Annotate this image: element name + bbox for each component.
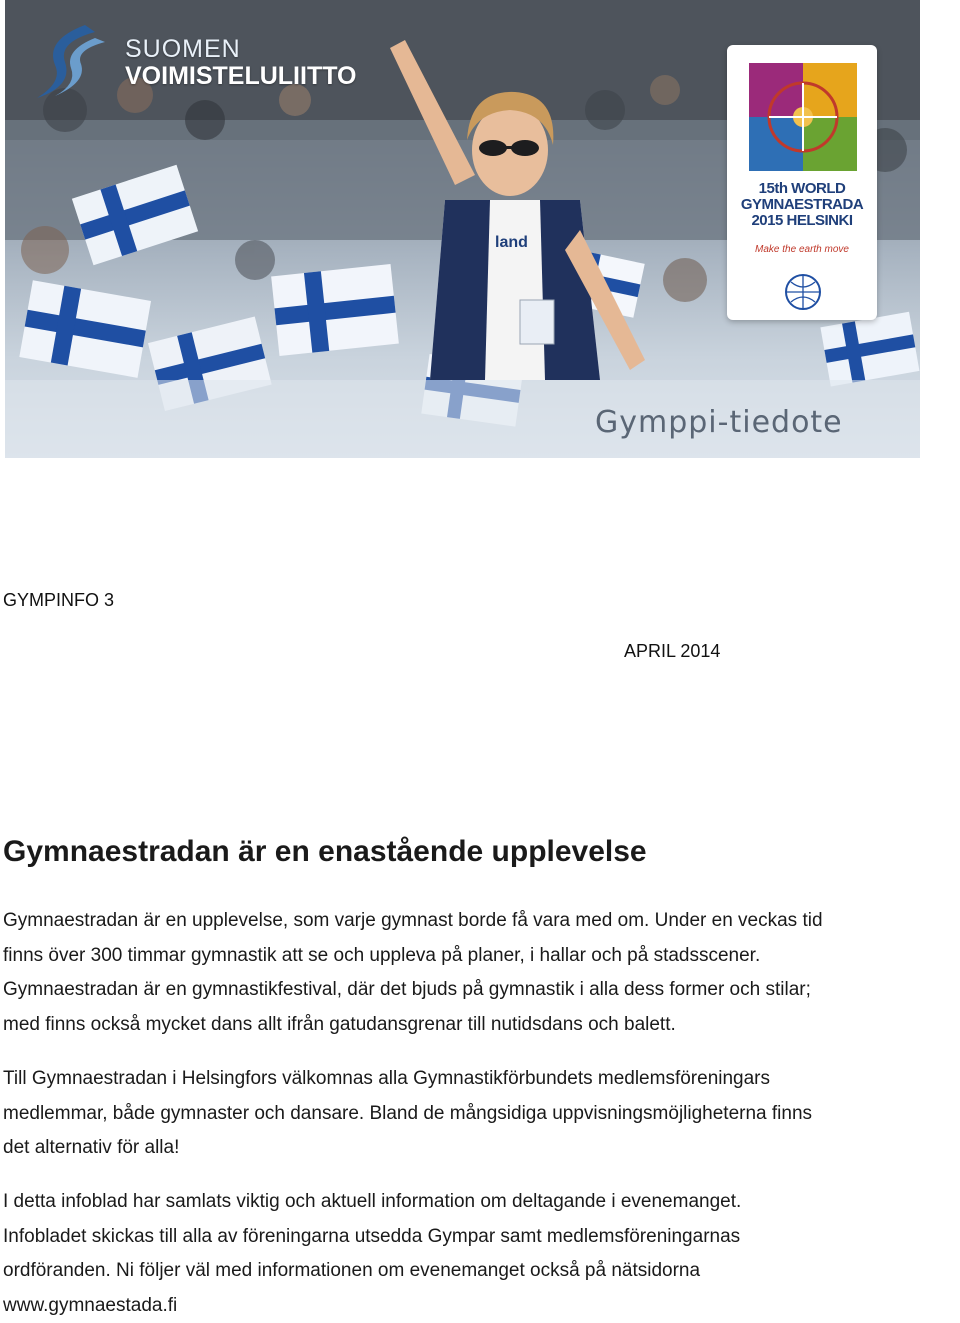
page-title: Gymnaestradan är en enastående upplevelse <box>3 835 647 869</box>
event-title <box>727 181 877 229</box>
org-name <box>125 36 356 90</box>
banner-caption: Gymppi-tiedote <box>595 405 843 440</box>
org-name-line1: SUOMEN <box>125 36 356 62</box>
event-logo-card <box>727 45 877 320</box>
paragraph-line: ordföranden. Ni följer väl med informationen om evenemanget också på nätsidorna <box>3 1254 958 1289</box>
finland-flag-icon <box>271 264 399 356</box>
event-title-line2: GYMNAESTRADA <box>727 197 877 213</box>
paragraph-line: det alternativ för alla! <box>3 1131 958 1166</box>
paragraph-1 <box>3 904 958 1042</box>
document-date: APRIL 2014 <box>624 641 720 662</box>
jacket-text: land <box>495 234 528 251</box>
finland-flag-icon <box>19 280 151 378</box>
document-id: GYMPINFO 3 <box>3 590 114 611</box>
finland-flag-icon <box>820 312 919 387</box>
paragraph-line: Gymnaestradan är en gymnastikfestival, där det bjuds på gymnastik i alla dess former och stilar; <box>3 973 958 1008</box>
event-tagline: Make the earth move <box>727 244 877 255</box>
paragraph-line: medlemmar, både gymnaster och dansare. Bland de mångsidiga uppvisningsmöjligheterna finns <box>3 1097 958 1132</box>
org-name-line2: VOIMISTELULIITTO <box>125 62 356 90</box>
paragraph-line: finns över 300 timmar gymnastik att se och uppleva på planer, i hallar och på stadsscener. <box>3 939 958 974</box>
paragraph-line: I detta infoblad har samlats viktig och aktuell information om deltagande i evenemanget. <box>3 1185 958 1220</box>
paragraph-line: med finns också mycket dans allt ifrån gatudansgrenar till nutidsdans och balett. <box>3 1008 958 1043</box>
paragraph-3 <box>3 1185 958 1323</box>
paragraph-line: Till Gymnaestradan i Helsingfors välkomnas alla Gymnastikförbundets medlemsföreningars <box>3 1062 958 1097</box>
paragraph-2 <box>3 1062 958 1166</box>
header-banner <box>5 0 920 458</box>
paragraph-line: Gymnaestradan är en upplevelse, som varje gymnast borde få vara med om. Under en veckas tid <box>3 904 958 939</box>
event-title-line3: 2015 HELSINKI <box>727 213 877 229</box>
org-logo <box>25 20 325 100</box>
swirl-logo-icon <box>25 20 115 100</box>
paragraph-line: Infobladet skickas till alla av föreningarna utsedda Gympar samt medlemsföreningarnas <box>3 1220 958 1255</box>
event-title-line1: 15th WORLD <box>727 181 877 197</box>
website-link[interactable]: www.gymnaestada.fi <box>3 1289 958 1323</box>
